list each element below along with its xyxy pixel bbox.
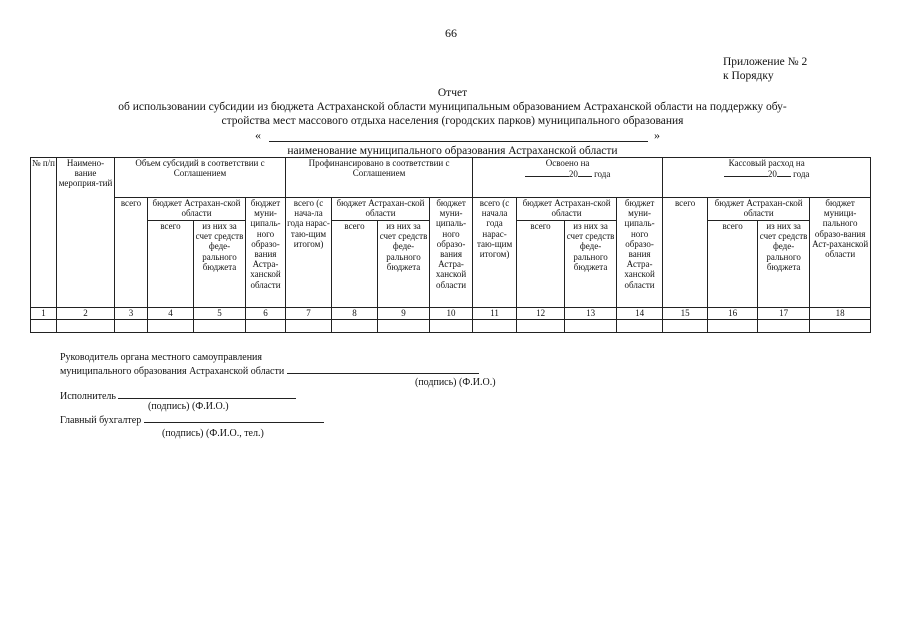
g2-total: всего (с нача-ла года нарас-таю-щим итогом) xyxy=(286,198,332,308)
cell-input[interactable] xyxy=(332,320,378,333)
cell-input[interactable] xyxy=(708,320,758,333)
cell-input[interactable] xyxy=(31,320,57,333)
municipality-caption: наименование муниципального образования Астраханской области xyxy=(287,145,618,157)
column-number-row xyxy=(31,308,871,320)
col-num-11: 11 xyxy=(473,308,517,320)
col-num-7: 7 xyxy=(286,308,332,320)
col-num-3: 3 xyxy=(115,308,148,320)
report-subtitle-line-1: об использовании субсидии из бюджета Астраханской области муниципальным образованием Астраханской области на поддержку обу- xyxy=(118,101,787,113)
header-subsidy-volume: Объем субсидий в соответствии с Соглашением xyxy=(115,158,286,198)
head-signature-block xyxy=(60,352,479,378)
col-num-5: 5 xyxy=(194,308,246,320)
g4-municipal-budget: бюджет муници-пального образо-вания Аст-раханской области xyxy=(810,198,871,308)
g4-total: всего xyxy=(663,198,708,308)
g4-regional-budget: бюджет Астрахан-ской области xyxy=(708,198,810,221)
col-num-15: 15 xyxy=(663,308,708,320)
col-num-8: 8 xyxy=(332,308,378,320)
executor-signature-line[interactable] xyxy=(118,389,296,399)
accountant-signature-hint: (подпись) (Ф.И.О., тел.) xyxy=(162,428,264,439)
cell-input[interactable] xyxy=(565,320,617,333)
header-activity-name: Наимено-вание мероприя-тий xyxy=(57,158,115,308)
cell-input[interactable] xyxy=(194,320,246,333)
report-title: Отчет xyxy=(437,87,468,99)
cell-input[interactable] xyxy=(663,320,708,333)
g4-federal-share: из них за счет средств феде-рального бюджета xyxy=(758,221,810,308)
cell-input[interactable] xyxy=(148,320,194,333)
g2-federal-share: из них за счет средств феде-рального бюджета xyxy=(378,221,430,308)
appendix-label xyxy=(723,55,807,83)
header-cash-expense: Кассовый расход на 20 года xyxy=(663,158,871,198)
g1-total: всего xyxy=(115,198,148,308)
col-num-17: 17 xyxy=(758,308,810,320)
g3-regional-total: всего xyxy=(517,221,565,308)
executor-label: Исполнитель xyxy=(60,391,116,402)
appendix-line-2: к Порядку xyxy=(723,70,774,82)
appendix-line-1: Приложение № 2 xyxy=(723,56,808,68)
g1-municipal-budget: бюджет муни-ципаль-ного образо-вания Астра-ханской области xyxy=(246,198,286,308)
header-mastered: Освоено на 20 года xyxy=(473,158,663,198)
cell-input[interactable] xyxy=(286,320,332,333)
col-num-10: 10 xyxy=(430,308,473,320)
executor-signature-hint: (подпись) (Ф.И.О.) xyxy=(148,401,229,412)
g1-regional-budget: бюджет Астрахан-ской области xyxy=(148,198,246,221)
head-label-line-2: муниципального образования Астраханской области xyxy=(60,364,479,378)
g2-regional-budget: бюджет Астрахан-ской области xyxy=(332,198,430,221)
table-row xyxy=(31,320,871,333)
col-num-9: 9 xyxy=(378,308,430,320)
col-num-2: 2 xyxy=(57,308,115,320)
cell-input[interactable] xyxy=(617,320,663,333)
quote-open: « xyxy=(255,128,261,142)
header-financed: Профинансировано в соответствии с Соглашением xyxy=(286,158,473,198)
col-num-4: 4 xyxy=(148,308,194,320)
cell-input[interactable] xyxy=(430,320,473,333)
cell-input[interactable] xyxy=(246,320,286,333)
head-label-line-1: Руководитель органа местного самоуправления xyxy=(60,352,262,363)
col-num-14: 14 xyxy=(617,308,663,320)
col-num-6: 6 xyxy=(246,308,286,320)
head-signature-hint: (подпись) (Ф.И.О.) xyxy=(415,377,496,388)
col-num-16: 16 xyxy=(708,308,758,320)
g3-federal-share: из них за счет средств феде-рального бюджета xyxy=(565,221,617,308)
g2-regional-total: всего xyxy=(332,221,378,308)
col-num-13: 13 xyxy=(565,308,617,320)
cell-input[interactable] xyxy=(473,320,517,333)
g4-regional-total: всего xyxy=(708,221,758,308)
g1-regional-total: всего xyxy=(148,221,194,308)
report-subtitle-line-2: стройства мест массового отдыха населения (городских парков) муниципального образования xyxy=(221,115,684,127)
cell-input[interactable] xyxy=(517,320,565,333)
g2-municipal-budget: бюджет муни-ципаль-ного образо-вания Астра-ханской области xyxy=(430,198,473,308)
g1-federal-share: из них за счет средств феде-рального бюджета xyxy=(194,221,246,308)
g3-regional-budget: бюджет Астрахан-ской области xyxy=(517,198,617,221)
cell-input[interactable] xyxy=(810,320,871,333)
cell-input[interactable] xyxy=(57,320,115,333)
col-num-1: 1 xyxy=(31,308,57,320)
g3-total: всего (с начала года нарас-таю-щим итогом) xyxy=(473,198,517,308)
cell-input[interactable] xyxy=(758,320,810,333)
cell-input[interactable] xyxy=(378,320,430,333)
cell-input[interactable] xyxy=(115,320,148,333)
accountant-signature-line[interactable] xyxy=(144,413,324,423)
col-num-12: 12 xyxy=(517,308,565,320)
page-number: 66 xyxy=(445,26,457,40)
municipality-underline xyxy=(269,141,648,142)
municipality-name-field xyxy=(255,128,660,142)
quote-close: » xyxy=(654,128,660,142)
col-num-18: 18 xyxy=(810,308,871,320)
g3-municipal-budget: бюджет муни-ципаль-ного образо-вания Астра-ханской области xyxy=(617,198,663,308)
header-num: № п/п xyxy=(31,158,57,308)
head-signature-line[interactable] xyxy=(287,364,479,374)
accountant-signature-block xyxy=(60,413,324,427)
accountant-label: Главный бухгалтер xyxy=(60,415,142,426)
report-table xyxy=(30,157,871,333)
